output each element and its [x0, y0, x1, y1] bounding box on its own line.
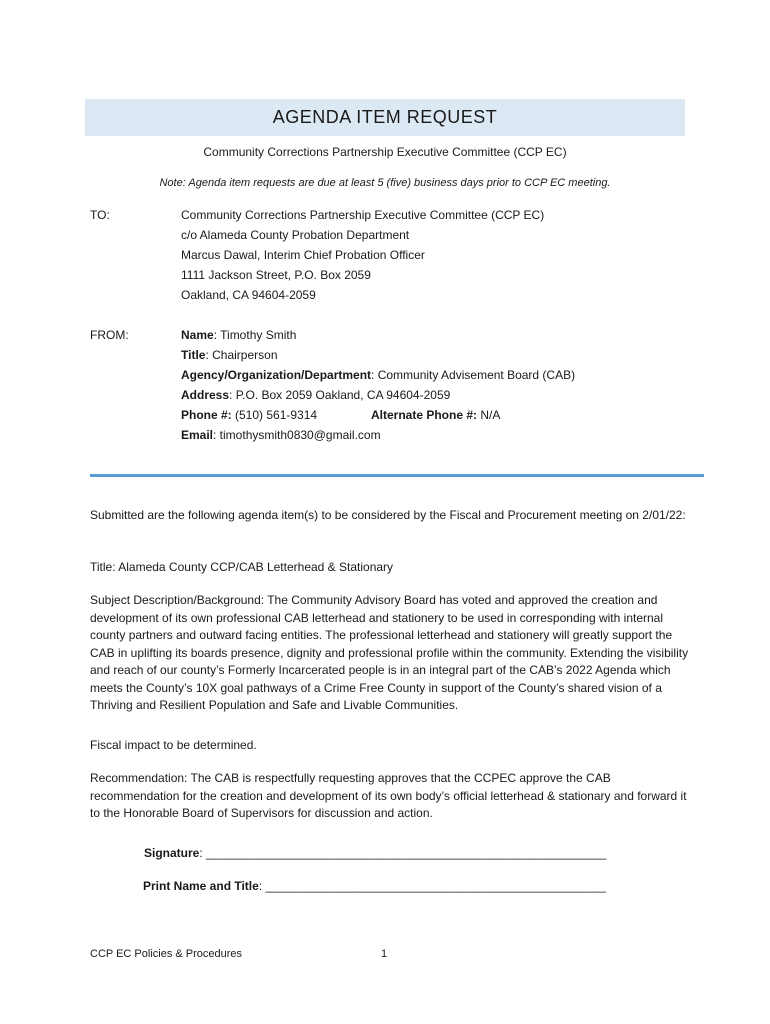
to-line: Marcus Dawal, Interim Chief Probation Officer [181, 248, 425, 262]
to-address-block [181, 205, 544, 305]
to-line: c/o Alameda County Probation Department [181, 228, 410, 242]
section-divider [90, 474, 704, 477]
from-title [181, 345, 575, 365]
title-label: Title [181, 348, 206, 362]
recommendation: Recommendation: The CAB is respectfully requesting approves that the CCPEC approve the CAB recommendation for the creation and development of its own body’s official letterhead & stationary and forward it to the Honorable Board of Supervisors for discussion and action. [90, 771, 687, 820]
signature-line[interactable] [144, 846, 606, 860]
alt-phone [371, 405, 500, 425]
to-line: Community Corrections Partnership Executive Committee (CCP EC) [181, 208, 545, 222]
from-email [181, 425, 575, 445]
email-label: Email [181, 428, 214, 442]
address-value: : P.O. Box 2059 Oakland, CA 94604-2059 [229, 388, 451, 402]
name-value: : Timothy Smith [213, 328, 297, 342]
deadline-note: Note: Agenda item requests are due at least 5 (five) business days prior to CCP EC meeting. [159, 177, 611, 189]
print-name-blank: : ___________________________________________________ [258, 879, 606, 893]
to-label: TO: [90, 208, 110, 222]
from-label: FROM: [90, 328, 129, 342]
alt-phone-label: Alternate Phone #: [371, 408, 478, 422]
alt-phone-value: N/A [477, 408, 501, 422]
from-address [181, 385, 575, 405]
agency-value: : Community Advisement Board (CAB) [371, 368, 576, 382]
from-block [181, 325, 575, 445]
page-title: AGENDA ITEM REQUEST [272, 107, 498, 127]
footer-text: CCP EC Policies & Procedures [90, 948, 243, 960]
signature-blank: : ____________________________________________________________ [199, 846, 607, 860]
address-label: Address [181, 388, 230, 402]
to-line: 1111 Jackson Street, P.O. Box 2059 [181, 268, 371, 282]
item-title: Title: Alameda County CCP/CAB Letterhead & Stationary [90, 560, 394, 574]
phone-value: (510) 561-9314 [231, 408, 318, 422]
committee-subtitle: Community Corrections Partnership Executive Committee (CCP EC) [203, 145, 567, 159]
phone-label: Phone #: [181, 408, 232, 422]
from-phone [181, 405, 575, 425]
title-value: : Chairperson [205, 348, 278, 362]
signature-label: Signature [144, 846, 200, 860]
print-name-label: Print Name and Title [143, 879, 259, 893]
fiscal-impact: Fiscal impact to be determined. [90, 738, 257, 752]
name-label: Name [181, 328, 214, 342]
to-line: Oakland, CA 94604-2059 [181, 288, 316, 302]
page-number: 1 [381, 948, 388, 960]
print-name-line[interactable] [143, 879, 606, 893]
from-agency [181, 365, 575, 385]
agency-label: Agency/Organization/Department [181, 368, 372, 382]
email-value: : timothysmith0830@gmail.com [213, 428, 381, 442]
from-name [181, 325, 575, 345]
subject-description: Subject Description/Background: The Community Advisory Board has voted and approved the creation and development of its own professional CAB letterhead and stationery to be used in corresponding with internal county partners and outward facing entities. The professional letterhead and stationery will greatly support the CAB in uplifting its boards presence, dignity and professional profile within the community. Extending the visibility and reach of our county’s Formerly Incarcerated people is in an integral part of the CAB’s 2022 Agenda which meets the County’s 10X goal pathways of a Crime Free County in support of the County’s shared vision of a Thriving and Resilient Population and Safe and Livable Communities. [90, 593, 689, 712]
submitted-paragraph: Submitted are the following agenda item(s) to be considered by the Fiscal and Procurement meeting on 2/01/22: [90, 508, 686, 522]
title-band [85, 99, 685, 136]
